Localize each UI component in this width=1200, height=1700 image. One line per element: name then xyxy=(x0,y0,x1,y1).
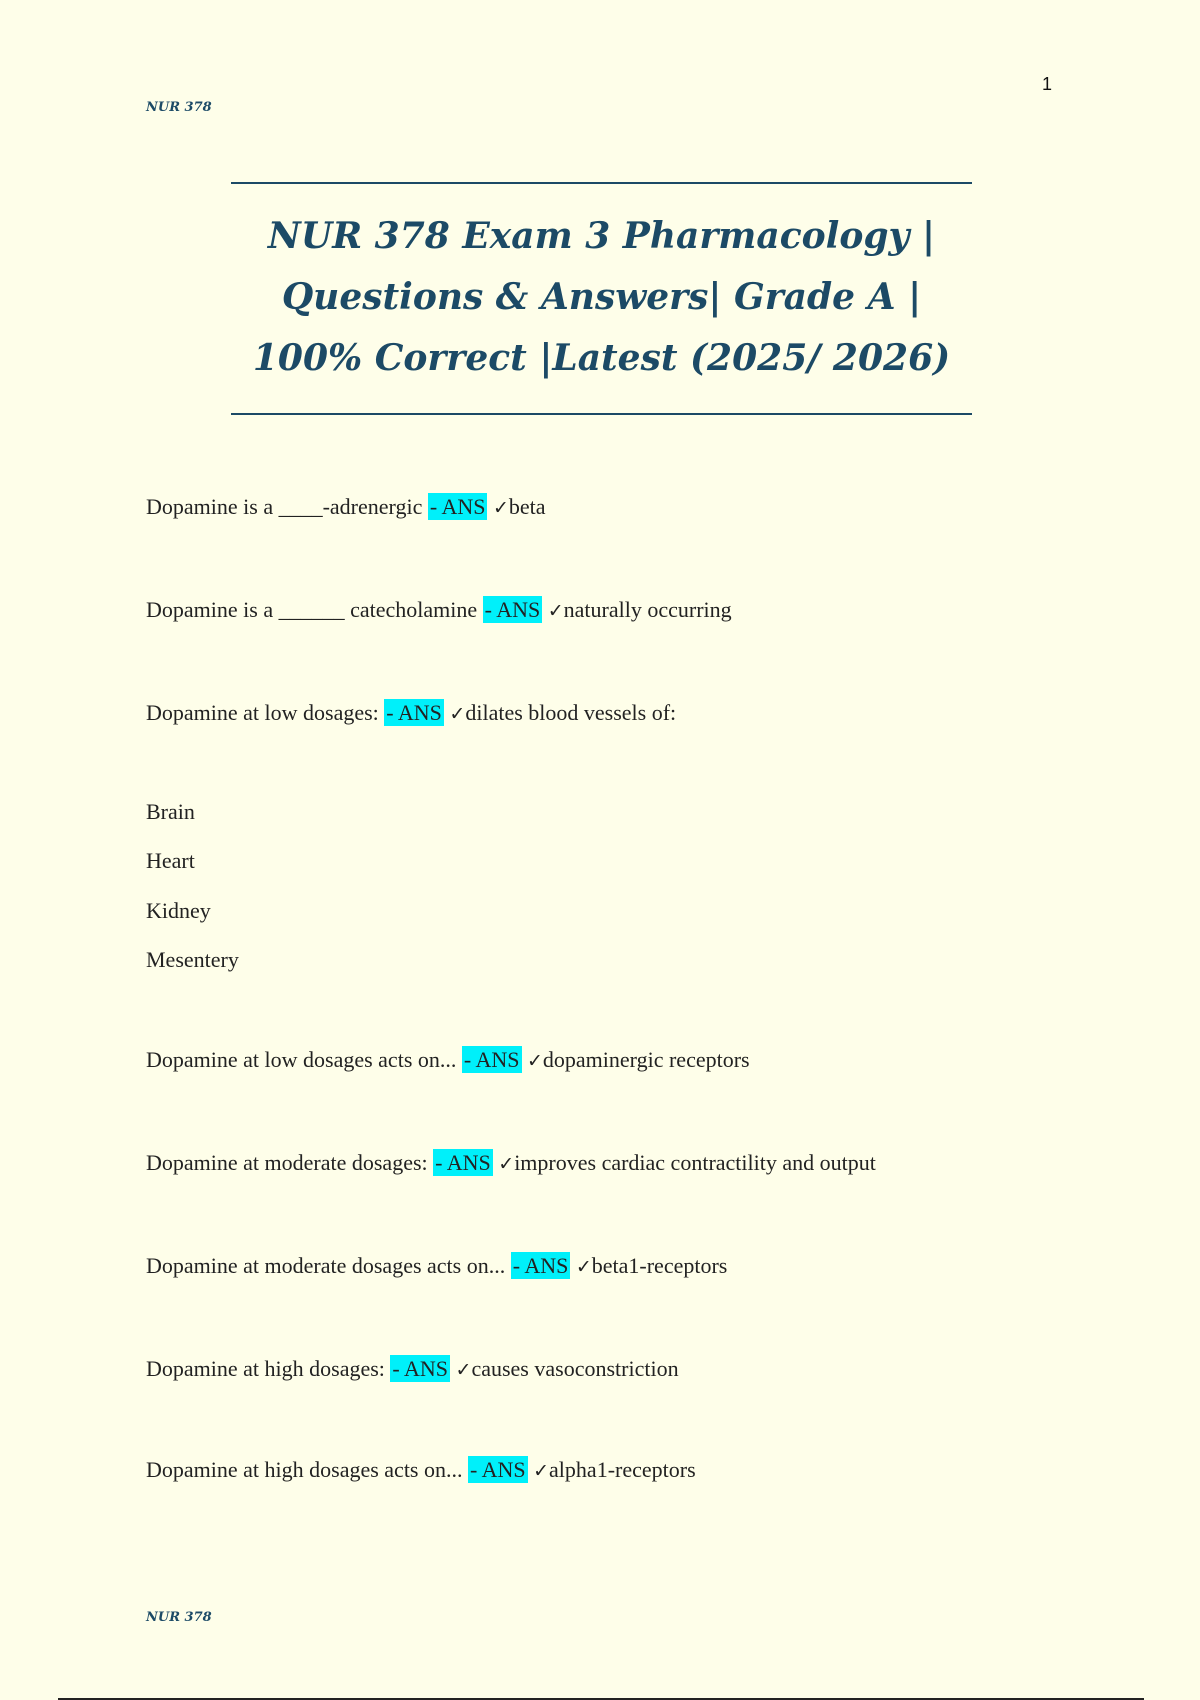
ans-highlight: - ANS xyxy=(484,597,541,622)
list-item: Kidney xyxy=(146,898,211,923)
question-text: Dopamine is a ____-adrenergic xyxy=(146,494,423,519)
question-text: Dopamine at high dosages: xyxy=(146,1356,385,1381)
ans-highlight: - ANS xyxy=(392,1356,449,1381)
document-title xyxy=(231,182,972,415)
ans-highlight: - ANS xyxy=(463,1047,520,1072)
qa-item xyxy=(146,1457,696,1483)
check-icon: ✓ xyxy=(547,600,564,622)
question-text: Dopamine at low dosages acts on... xyxy=(146,1047,457,1072)
check-icon: ✓ xyxy=(575,1256,592,1278)
answer-text: dopaminergic receptors xyxy=(542,1047,750,1072)
question-text: Dopamine at moderate dosages acts on... xyxy=(146,1253,506,1278)
check-icon: ✓ xyxy=(527,1050,543,1072)
check-icon: ✓ xyxy=(533,1460,550,1482)
question-text: Dopamine at high dosages acts on... xyxy=(146,1457,463,1482)
ans-highlight: - ANS xyxy=(386,700,442,725)
qa-item xyxy=(146,1253,727,1279)
qa-item xyxy=(146,1356,679,1382)
check-icon: ✓ xyxy=(455,1359,472,1381)
qa-item xyxy=(146,700,676,726)
title-line: NUR 378 Exam 3 Pharmacology | xyxy=(267,215,936,257)
qa-item xyxy=(146,1047,750,1073)
answer-text: naturally occurring xyxy=(563,597,732,622)
running-header: NUR 378 xyxy=(146,100,212,115)
check-icon: ✓ xyxy=(492,497,509,519)
answer-text: alpha1-receptors xyxy=(549,1457,696,1482)
answer-text: beta1-receptors xyxy=(591,1253,728,1278)
check-icon: ✓ xyxy=(449,703,466,725)
list-item: Heart xyxy=(146,848,195,873)
answer-text: beta xyxy=(508,494,546,519)
page-number: 1 xyxy=(1042,74,1053,94)
question-text: Dopamine at moderate dosages: xyxy=(146,1150,428,1175)
ans-highlight: - ANS xyxy=(429,494,486,519)
list-item: Brain xyxy=(146,799,195,824)
answer-text: improves cardiac contractility and output xyxy=(514,1150,876,1175)
question-text: Dopamine is a ______ catecholamine xyxy=(146,597,478,622)
title-line: 100% Correct |Latest (2025/ 2026) xyxy=(252,337,951,379)
check-icon: ✓ xyxy=(498,1153,515,1175)
ans-highlight: - ANS xyxy=(435,1150,491,1175)
running-footer: NUR 378 xyxy=(146,1610,212,1625)
qa-item xyxy=(146,494,546,520)
ans-highlight: - ANS xyxy=(470,1457,526,1482)
qa-item xyxy=(146,597,732,623)
answer-text: causes vasoconstriction xyxy=(471,1356,679,1381)
qa-item xyxy=(146,1150,876,1176)
answer-text: dilates blood vessels of: xyxy=(465,700,677,725)
list-item: Mesentery xyxy=(146,947,239,972)
ans-highlight: - ANS xyxy=(512,1253,569,1278)
question-text: Dopamine at low dosages: xyxy=(146,700,379,725)
title-line: Questions & Answers| Grade A | xyxy=(281,276,922,318)
